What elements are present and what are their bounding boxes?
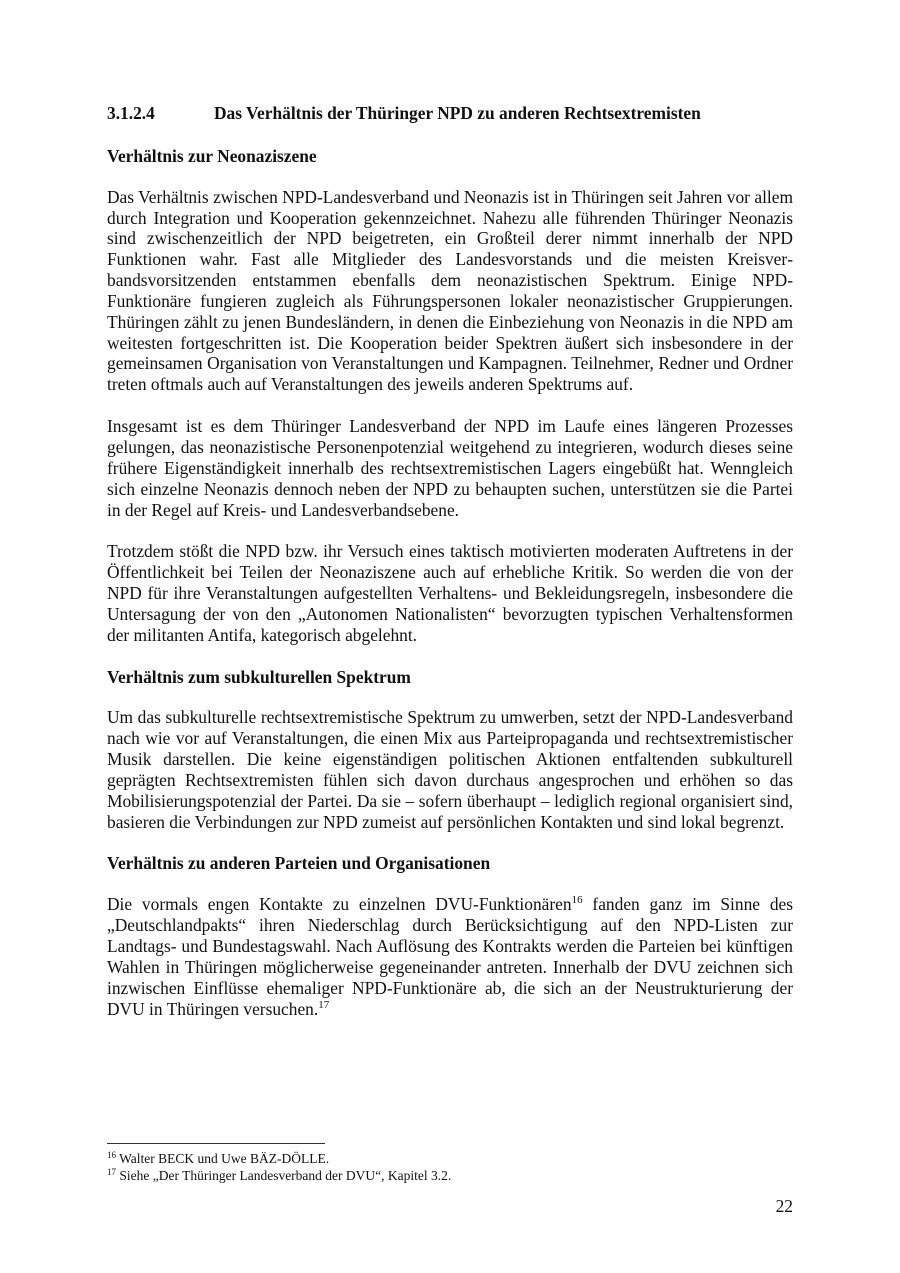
footnote-number: 16	[107, 1150, 116, 1160]
subheading-neonaziszene: Verhältnis zur Neonaziszene	[107, 145, 317, 166]
page-content	[107, 103, 793, 1040]
footnote-number: 17	[107, 1167, 116, 1177]
paragraph-with-footnotes	[107, 894, 793, 1019]
paragraph: Insgesamt ist es dem Thüringer Landesverband der NPD im Laufe eines längeren Prozesses gelungen, das neonazistische Personenpotenzial weitgehend zu integrieren, wodurch dieses seine frühere Eigenständigkeit innerhalb des rechtsextremistischen Lagers eingebüßt hat. Wenngleich sich einzelne Neonazis dennoch neben der NPD zu behaupten suchen, unterstützen sie die Partei in der Regel auf Kreis- und Landesverbandsebene.	[107, 416, 793, 520]
paragraph: Trotzdem stößt die NPD bzw. ihr Versuch eines taktisch motivierten moderaten Auftretens in der Öffentlichkeit bei Teilen der Neonaziszene auch auf erhebliche Kritik. So werden die von der NPD für ihre Veranstaltungen aufgestellten Verhaltens- und Bekleidungsregeln, insbesondere die Untersagung der von den „Autonomen Nationalisten“ bevorzugten typischen Verhaltensformen der militanten Antifa, kategorisch abgelehnt.	[107, 541, 793, 645]
footnote-text: Siehe „Der Thüringer Landesverband der DVU“, Kapitel 3.2.	[116, 1168, 452, 1183]
footnote-separator	[107, 1143, 325, 1144]
page-number: 22	[775, 1196, 793, 1216]
footnote-ref: 17	[318, 998, 330, 1011]
section-number: 3.1.2.4	[107, 103, 155, 123]
section-heading	[107, 103, 793, 124]
subheading-subkulturelles-spektrum: Verhältnis zum subkulturellen Spektrum	[107, 666, 411, 687]
footnote-text: Walter BECK und Uwe BÄZ-DÖLLE.	[116, 1151, 330, 1166]
paragraph: Das Verhältnis zwischen NPD-Landesverband und Neonazis ist in Thüringen seit Jahren vor allem durch Integration und Kooperation gekennzeichnet. Nahezu alle führenden Thüringer Neonazis sind zwischenzeitlich der NPD beigetreten, ein Großteil derer nimmt innerhalb der NPD Funktionen wahr. Fast alle Mitglieder des Landesvorstands und die meisten Kreisverbandsvorsitzenden entstammen ebenfalls dem neonazistischen Spektrum. Einige NPD-Funktionäre fungieren zugleich als Führungspersonen lokaler neonazistischer Gruppierungen. Thüringen zählt zu jenen Bundesländern, in denen die Einbeziehung von Neonazis in die NPD am weitesten fortgeschritten ist. Die Kooperation beider Spektren äußert sich insbesondere in der gemeinsamen Organisation von Veranstaltungen und Kampagnen. Teilnehmer, Redner und Ordner treten oftmals auch auf Veranstaltungen des jeweils anderen Spektrums auf.	[107, 186, 793, 395]
footnote-ref: 16	[571, 894, 583, 907]
footnote	[107, 1167, 793, 1184]
section-title: Das Verhältnis der Thüringer NPD zu anderen Rechtsextremisten	[214, 103, 701, 123]
paragraph-text: Die vormals engen Kontakte zu einzelnen DVU-Funktionären	[107, 894, 572, 915]
subheading-andere-parteien: Verhältnis zu anderen Parteien und Organisationen	[107, 853, 491, 874]
paragraph: Um das subkulturelle rechtsextremistische Spektrum zu umwerben, setzt der NPD-Landesverband nach wie vor auf Veranstaltungen, die einen Mix aus Parteipropaganda und rechtsextremistischer Musik darstellen. Die keine eigenständigen politischen Aktionen entfaltenden subkulturell geprägten Rechtsextremisten fühlen sich davon durchaus angesprochen und erhöhen so das Mobilisierungspotenzial der Partei. Da sie – sofern überhaupt – lediglich regional organisiert sind, basieren die Verbindungen zur NPD zumeist auf persönlichen Kontakten und sind lokal begrenzt.	[107, 707, 793, 832]
footnotes	[107, 1150, 793, 1184]
paragraph-text: fanden ganz im Sinne des „Deutschlandpakts“ ihren Niederschlag durch Berücksichtigung auf den NPD-Listen zur Landtags- und Bundestagswahl. Nach Auflösung des Kontrakts werden die Parteien bei künftigen Wahlen in Thüringen möglicherweise gegeneinander antreten. Innerhalb der DVU zeichnen sich inzwischen Einflüsse ehemaliger NPD-Funktionäre ab, die sich an der Neustrukturierung der DVU in Thüringen versuchen.	[107, 894, 794, 1019]
footnote	[107, 1150, 793, 1167]
